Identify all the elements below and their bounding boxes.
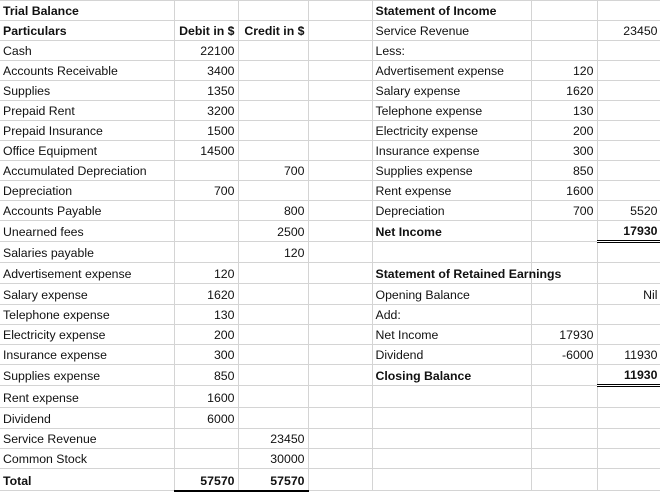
cell-statement-label[interactable]: Supplies expense — [372, 161, 531, 181]
cell-statement-label[interactable]: Insurance expense — [372, 141, 531, 161]
cell-debit[interactable]: 57570 — [174, 469, 238, 491]
sheet-row — [0, 221, 660, 242]
cell-spacer[interactable] — [308, 345, 372, 365]
cell-statement-amount[interactable]: 700 — [531, 201, 597, 221]
cell-statement-amount[interactable] — [531, 242, 597, 263]
cell-statement-amount[interactable] — [531, 1, 597, 21]
cell-spacer[interactable] — [308, 263, 372, 284]
cell-credit[interactable] — [238, 181, 308, 201]
cell-particulars[interactable]: Rent expense — [0, 386, 174, 408]
cell-credit[interactable] — [238, 386, 308, 408]
cell-debit[interactable]: 22100 — [174, 41, 238, 61]
cell-statement-label[interactable] — [372, 242, 531, 263]
cell-credit[interactable] — [238, 365, 308, 386]
sheet-row — [0, 284, 660, 305]
cell-debit[interactable] — [174, 161, 238, 181]
cell-statement-label[interactable]: Net Income — [372, 221, 531, 242]
cell-particulars[interactable]: Insurance expense — [0, 345, 174, 365]
cell-statement-amount[interactable]: 200 — [531, 121, 597, 141]
cell-credit[interactable]: 23450 — [238, 429, 308, 449]
cell-particulars[interactable]: Dividend — [0, 408, 174, 429]
cell-statement-amount[interactable]: 120 — [531, 61, 597, 81]
cell-spacer[interactable] — [308, 201, 372, 221]
sheet-row — [0, 242, 660, 263]
cell-statement-total[interactable]: 11930 — [597, 365, 660, 386]
cell-statement-total[interactable] — [597, 386, 660, 408]
cell-statement-total[interactable] — [597, 61, 660, 81]
cell-debit[interactable]: 14500 — [174, 141, 238, 161]
cell-credit[interactable] — [238, 121, 308, 141]
cell-debit[interactable]: 120 — [174, 263, 238, 284]
cell-debit[interactable]: 1350 — [174, 81, 238, 101]
cell-statement-label[interactable]: Statement of Retained Earnings — [372, 263, 531, 284]
cell-debit[interactable] — [174, 242, 238, 263]
cell-debit[interactable] — [174, 201, 238, 221]
sheet-row — [0, 201, 660, 221]
cell-statement-label[interactable]: Dividend — [372, 345, 531, 365]
cell-statement-amount[interactable]: -6000 — [531, 345, 597, 365]
cell-particulars[interactable]: Cash — [0, 41, 174, 61]
sheet-row — [0, 161, 660, 181]
cell-debit[interactable]: 130 — [174, 305, 238, 325]
cell-credit[interactable] — [238, 263, 308, 284]
cell-spacer[interactable] — [308, 41, 372, 61]
cell-statement-amount[interactable] — [531, 221, 597, 242]
cell-statement-total[interactable] — [597, 242, 660, 263]
cell-particulars[interactable]: Advertisement expense — [0, 263, 174, 284]
cell-statement-amount[interactable] — [531, 469, 597, 491]
cell-particulars[interactable]: Salaries payable — [0, 242, 174, 263]
cell-spacer[interactable] — [308, 101, 372, 121]
cell-debit[interactable]: 3200 — [174, 101, 238, 121]
cell-debit[interactable]: 300 — [174, 345, 238, 365]
cell-credit[interactable] — [238, 284, 308, 305]
cell-statement-label[interactable] — [372, 408, 531, 429]
cell-particulars[interactable]: Total — [0, 469, 174, 491]
cell-debit[interactable]: 3400 — [174, 61, 238, 81]
cell-debit[interactable]: 1600 — [174, 386, 238, 408]
cell-statement-total[interactable]: 5520 — [597, 201, 660, 221]
cell-particulars[interactable]: Salary expense — [0, 284, 174, 305]
cell-statement-total[interactable] — [597, 429, 660, 449]
cell-particulars[interactable]: Supplies expense — [0, 365, 174, 386]
sheet-row — [0, 21, 660, 41]
cell-statement-label[interactable]: Opening Balance — [372, 284, 531, 305]
sheet-row — [0, 386, 660, 408]
cell-statement-total[interactable]: 17930 — [597, 221, 660, 242]
cell-debit[interactable] — [174, 221, 238, 242]
cell-statement-label[interactable] — [372, 449, 531, 469]
cell-statement-label[interactable] — [372, 386, 531, 408]
cell-statement-total[interactable]: Nil — [597, 284, 660, 305]
cell-statement-amount[interactable] — [531, 284, 597, 305]
cell-statement-amount[interactable]: 130 — [531, 101, 597, 121]
cell-spacer[interactable] — [308, 121, 372, 141]
cell-spacer[interactable] — [308, 449, 372, 469]
cell-spacer[interactable] — [308, 141, 372, 161]
cell-statement-label[interactable] — [372, 469, 531, 491]
cell-statement-label[interactable]: Electricity expense — [372, 121, 531, 141]
cell-particulars[interactable]: Trial Balance — [0, 1, 174, 21]
cell-particulars[interactable]: Depreciation — [0, 181, 174, 201]
cell-particulars[interactable]: Accounts Payable — [0, 201, 174, 221]
cell-statement-total[interactable] — [597, 263, 660, 284]
cell-statement-label[interactable]: Salary expense — [372, 81, 531, 101]
cell-statement-label[interactable]: Statement of Income — [372, 1, 531, 21]
sheet-row — [0, 121, 660, 141]
cell-spacer[interactable] — [308, 221, 372, 242]
cell-credit[interactable] — [238, 1, 308, 21]
sheet-row — [0, 41, 660, 61]
cell-statement-total[interactable] — [597, 41, 660, 61]
cell-statement-amount[interactable]: 1600 — [531, 181, 597, 201]
cell-credit[interactable] — [238, 141, 308, 161]
sheet-row — [0, 325, 660, 345]
sheet-row — [0, 345, 660, 365]
cell-statement-amount[interactable]: 300 — [531, 141, 597, 161]
cell-spacer[interactable] — [308, 161, 372, 181]
sheet-row — [0, 181, 660, 201]
cell-statement-label[interactable]: Advertisement expense — [372, 61, 531, 81]
cell-credit[interactable] — [238, 101, 308, 121]
sheet-row — [0, 263, 660, 284]
cell-statement-amount[interactable] — [531, 408, 597, 429]
cell-spacer[interactable] — [308, 181, 372, 201]
cell-statement-amount[interactable] — [531, 429, 597, 449]
cell-spacer[interactable] — [308, 81, 372, 101]
sheet-row — [0, 449, 660, 469]
sheet-row — [0, 101, 660, 121]
cell-spacer[interactable] — [308, 469, 372, 491]
cell-statement-amount[interactable] — [531, 21, 597, 41]
cell-statement-label[interactable]: Service Revenue — [372, 21, 531, 41]
cell-debit[interactable]: 700 — [174, 181, 238, 201]
cell-statement-label[interactable]: Add: — [372, 305, 531, 325]
cell-credit[interactable]: 2500 — [238, 221, 308, 242]
cell-statement-total[interactable] — [597, 181, 660, 201]
cell-statement-total[interactable]: 11930 — [597, 345, 660, 365]
cell-statement-total[interactable] — [597, 81, 660, 101]
cell-credit[interactable]: Credit in $ — [238, 21, 308, 41]
cell-statement-total[interactable] — [597, 469, 660, 491]
cell-debit[interactable]: 1620 — [174, 284, 238, 305]
cell-credit[interactable] — [238, 408, 308, 429]
cell-debit[interactable]: Debit in $ — [174, 21, 238, 41]
cell-statement-label[interactable]: Net Income — [372, 325, 531, 345]
cell-debit[interactable] — [174, 449, 238, 469]
cell-statement-total[interactable] — [597, 101, 660, 121]
sheet-row — [0, 365, 660, 386]
cell-statement-amount[interactable] — [531, 449, 597, 469]
cell-particulars[interactable]: Prepaid Rent — [0, 101, 174, 121]
cell-debit[interactable] — [174, 1, 238, 21]
cell-spacer[interactable] — [308, 325, 372, 345]
cell-statement-label[interactable] — [372, 429, 531, 449]
cell-credit[interactable]: 30000 — [238, 449, 308, 469]
cell-particulars[interactable]: Office Equipment — [0, 141, 174, 161]
cell-statement-label[interactable]: Depreciation — [372, 201, 531, 221]
cell-debit[interactable]: 6000 — [174, 408, 238, 429]
cell-statement-total[interactable] — [597, 325, 660, 345]
sheet-row — [0, 1, 660, 21]
cell-statement-label[interactable]: Less: — [372, 41, 531, 61]
cell-credit[interactable]: 57570 — [238, 469, 308, 491]
cell-statement-amount[interactable] — [531, 305, 597, 325]
cell-particulars[interactable]: Telephone expense — [0, 305, 174, 325]
sheet-row — [0, 469, 660, 491]
cell-particulars[interactable]: Prepaid Insurance — [0, 121, 174, 141]
cell-particulars[interactable]: Accumulated Depreciation — [0, 161, 174, 181]
cell-particulars[interactable]: Particulars — [0, 21, 174, 41]
cell-spacer[interactable] — [308, 61, 372, 81]
cell-statement-total[interactable] — [597, 141, 660, 161]
cell-statement-label[interactable]: Closing Balance — [372, 365, 531, 386]
cell-debit[interactable]: 1500 — [174, 121, 238, 141]
cell-statement-total[interactable] — [597, 408, 660, 429]
cell-spacer[interactable] — [308, 242, 372, 263]
cell-statement-total[interactable]: 23450 — [597, 21, 660, 41]
cell-statement-total[interactable] — [597, 161, 660, 181]
sheet-row — [0, 408, 660, 429]
cell-debit[interactable]: 200 — [174, 325, 238, 345]
cell-spacer[interactable] — [308, 1, 372, 21]
cell-statement-total[interactable] — [597, 449, 660, 469]
cell-spacer[interactable] — [308, 386, 372, 408]
cell-statement-label[interactable]: Rent expense — [372, 181, 531, 201]
cell-statement-amount[interactable] — [531, 386, 597, 408]
cell-credit[interactable] — [238, 325, 308, 345]
cell-credit[interactable]: 120 — [238, 242, 308, 263]
cell-credit[interactable] — [238, 81, 308, 101]
cell-debit[interactable] — [174, 429, 238, 449]
sheet-row — [0, 61, 660, 81]
cell-statement-amount[interactable]: 1620 — [531, 81, 597, 101]
cell-statement-amount[interactable]: 17930 — [531, 325, 597, 345]
cell-particulars[interactable]: Supplies — [0, 81, 174, 101]
cell-statement-amount[interactable]: 850 — [531, 161, 597, 181]
sheet-row — [0, 305, 660, 325]
cell-spacer[interactable] — [308, 284, 372, 305]
cell-debit[interactable]: 850 — [174, 365, 238, 386]
cell-particulars[interactable]: Electricity expense — [0, 325, 174, 345]
cell-spacer[interactable] — [308, 408, 372, 429]
cell-statement-amount[interactable] — [531, 41, 597, 61]
cell-credit[interactable] — [238, 345, 308, 365]
cell-statement-label[interactable]: Telephone expense — [372, 101, 531, 121]
cell-spacer[interactable] — [308, 305, 372, 325]
sheet-row — [0, 429, 660, 449]
cell-particulars[interactable]: Common Stock — [0, 449, 174, 469]
cell-credit[interactable]: 800 — [238, 201, 308, 221]
cell-statement-amount[interactable] — [531, 365, 597, 386]
sheet-row — [0, 141, 660, 161]
cell-credit[interactable] — [238, 41, 308, 61]
cell-particulars[interactable]: Accounts Receivable — [0, 61, 174, 81]
cell-statement-total[interactable] — [597, 305, 660, 325]
cell-statement-total[interactable] — [597, 121, 660, 141]
cell-spacer[interactable] — [308, 21, 372, 41]
cell-spacer[interactable] — [308, 429, 372, 449]
cell-credit[interactable]: 700 — [238, 161, 308, 181]
sheet-row — [0, 81, 660, 101]
cell-credit[interactable] — [238, 61, 308, 81]
cell-spacer[interactable] — [308, 365, 372, 386]
cell-particulars[interactable]: Unearned fees — [0, 221, 174, 242]
cell-statement-total[interactable] — [597, 1, 660, 21]
cell-particulars[interactable]: Service Revenue — [0, 429, 174, 449]
cell-credit[interactable] — [238, 305, 308, 325]
